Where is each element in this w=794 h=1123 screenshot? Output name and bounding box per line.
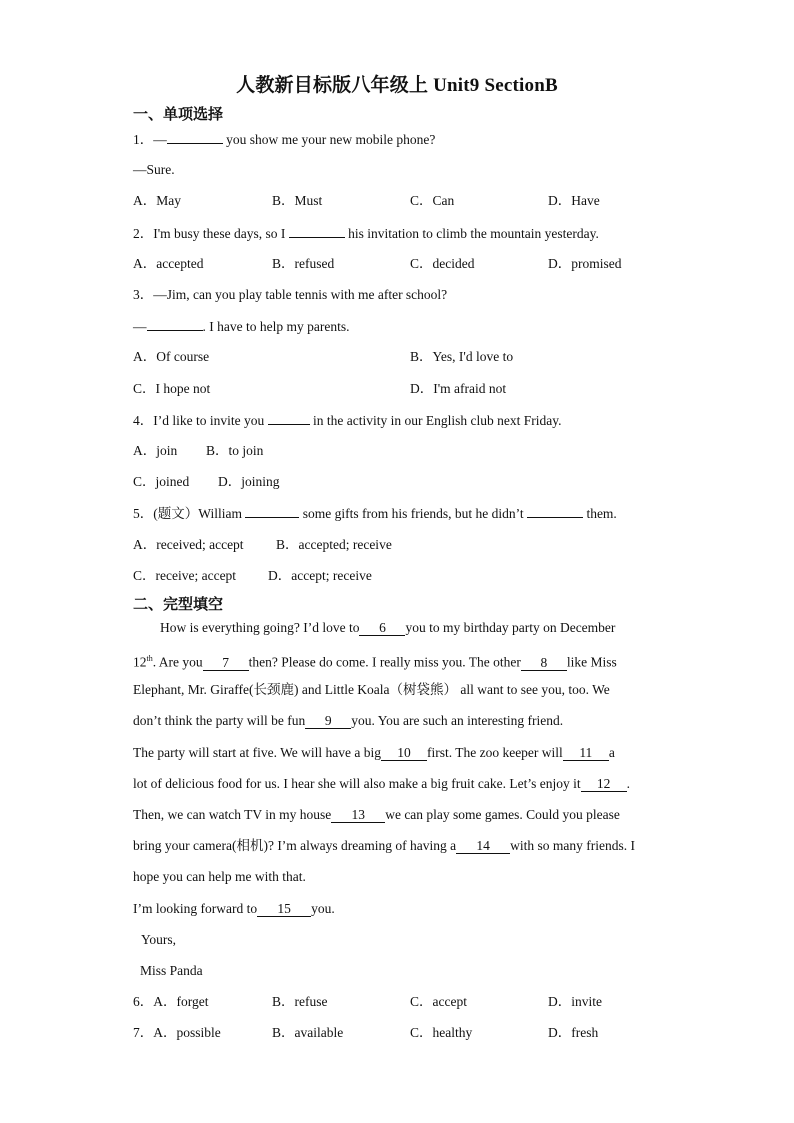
passage-line-7 — [133, 806, 620, 824]
passage-text: . Are you — [152, 654, 203, 670]
passage-line-10 — [133, 900, 335, 918]
passage-text: lot of delicious food for us. I hear she will also make a big fruit cake. Let’s enjoy it — [133, 776, 581, 791]
q2-option-b[interactable]: B．refused — [272, 256, 335, 271]
question-3-reply-dash: — — [133, 319, 147, 334]
passage-text: then? Please do come. I really miss you. The other — [248, 654, 521, 670]
q3-option-b[interactable]: B．Yes, I'd love to — [410, 349, 514, 364]
q6-option-a[interactable]: 6．A．forget — [133, 994, 209, 1009]
passage-line-6 — [133, 775, 630, 793]
question-5-post: them. — [586, 506, 617, 521]
q4-option-d[interactable]: D．joining — [218, 474, 280, 489]
question-3-reply-post: . I have to help my parents. — [202, 319, 350, 334]
q4-option-c[interactable]: C．joined — [133, 474, 190, 489]
q6-option-d[interactable]: D．invite — [548, 994, 602, 1009]
q5-option-a[interactable]: A．received; accept — [133, 537, 244, 552]
question-1-number: 1．— — [133, 132, 167, 147]
q3-option-a[interactable]: A．Of course — [133, 349, 210, 364]
cloze-blank-8: 8 — [521, 655, 567, 671]
cloze-blank-6: 6 — [359, 620, 405, 636]
question-4-pre: 4．I’d like to invite you — [133, 413, 265, 428]
passage-text: with so many friends. I — [510, 838, 635, 853]
passage-text: like Miss — [566, 654, 617, 670]
q7-option-b[interactable]: B．available — [272, 1025, 344, 1040]
passage-text: The party will start at five. We will have a big — [133, 745, 381, 760]
answer-blank — [147, 317, 203, 331]
question-2-pre: 2．I'm busy these days, so I — [133, 226, 286, 241]
question-3-reply — [133, 317, 349, 336]
q1-option-a[interactable]: A．May — [133, 193, 181, 208]
question-1 — [133, 130, 435, 149]
q1-option-d[interactable]: D．Have — [548, 193, 600, 208]
passage-text: first. The zoo keeper will — [426, 745, 563, 760]
cloze-blank-9: 9 — [305, 713, 351, 729]
ordinal-suffix: th — [146, 654, 153, 663]
letter-closing: Yours, — [141, 932, 177, 947]
section-heading-cloze: 二、完型填空 — [133, 595, 224, 613]
answer-blank — [289, 224, 345, 238]
q2-option-a[interactable]: A．accepted — [133, 256, 204, 271]
cloze-blank-7: 7 — [203, 655, 249, 671]
q1-option-b[interactable]: B．Must — [272, 193, 323, 208]
q4-option-a[interactable]: A．join — [133, 443, 178, 458]
passage-line-2 — [133, 650, 617, 672]
answer-blank — [268, 411, 310, 425]
passage-line-9: hope you can help me with that. — [133, 869, 306, 884]
q2-option-d[interactable]: D．promised — [548, 256, 622, 271]
passage-line-3: Elephant, Mr. Giraffe(长颈鹿) and Little Koala（树袋熊） all want to see you, too. We — [133, 682, 610, 697]
q6-option-c[interactable]: C．accept — [410, 994, 467, 1009]
q7-option-a[interactable]: 7．A．possible — [133, 1025, 221, 1040]
q2-option-c[interactable]: C．decided — [410, 256, 475, 271]
question-2-post: his invitation to climb the mountain yesterday. — [348, 226, 599, 241]
question-4-post: in the activity in our English club next Friday. — [312, 413, 562, 428]
passage-text: I’m looking forward to — [133, 901, 258, 916]
passage-text: we can play some games. Could you please — [385, 807, 620, 822]
question-2 — [133, 224, 599, 243]
q6-option-b[interactable]: B．refuse — [272, 994, 328, 1009]
answer-blank — [245, 504, 299, 518]
q1-option-c[interactable]: C．Can — [410, 193, 455, 208]
answer-blank — [167, 130, 223, 144]
cloze-blank-11: 11 — [563, 745, 609, 761]
passage-line-8 — [133, 837, 635, 855]
q5-option-b[interactable]: B．accepted; receive — [276, 537, 392, 552]
question-5-pre: 5．(题文）William — [133, 506, 242, 521]
cloze-blank-13: 13 — [331, 807, 385, 823]
cloze-blank-15: 15 — [257, 901, 311, 917]
question-4 — [133, 411, 561, 430]
q3-option-d[interactable]: D．I'm afraid not — [410, 381, 507, 396]
q5-option-c[interactable]: C．receive; accept — [133, 568, 237, 583]
q4-option-b[interactable]: B．to join — [206, 443, 264, 458]
question-3-text: 3．—Jim, can you play table tennis with me after school? — [133, 287, 448, 302]
passage-text: . — [626, 776, 631, 791]
question-5 — [133, 504, 617, 523]
passage-line-4 — [133, 712, 563, 730]
passage-text: you. You are such an interesting friend. — [351, 713, 564, 728]
q7-option-d[interactable]: D．fresh — [548, 1025, 599, 1040]
cloze-blank-10: 10 — [381, 745, 427, 761]
cloze-blank-14: 14 — [456, 838, 510, 854]
cloze-blank-12: 12 — [581, 776, 627, 792]
question-1-reply: —Sure. — [133, 162, 175, 177]
passage-text: you. — [311, 901, 335, 916]
question-1-text: you show me your new mobile phone? — [226, 132, 436, 147]
section-heading-single-choice: 一、单项选择 — [133, 105, 224, 123]
passage-text: bring your camera(相机)? I’m always dreaming of having a — [133, 838, 457, 853]
passage-text: you to my birthday party on December — [405, 620, 616, 635]
passage-line-1 — [160, 619, 615, 637]
q5-option-d[interactable]: D．accept; receive — [268, 568, 372, 583]
page-title: 人教新目标版八年级上 Unit9 SectionB — [236, 75, 558, 96]
passage-text: a — [608, 745, 615, 760]
passage-text: don’t think the party will be fun — [133, 713, 306, 728]
question-5-mid: some gifts from his friends, but he didn’t — [302, 506, 524, 521]
passage-text: How is everything going? I’d love to — [160, 620, 360, 635]
letter-signature: Miss Panda — [140, 963, 203, 978]
passage-text: 12 — [133, 654, 147, 670]
passage-line-5 — [133, 744, 615, 762]
answer-blank — [527, 504, 583, 518]
q3-option-c[interactable]: C．I hope not — [133, 381, 211, 396]
q7-option-c[interactable]: C．healthy — [410, 1025, 473, 1040]
passage-text: Then, we can watch TV in my house — [133, 807, 332, 822]
